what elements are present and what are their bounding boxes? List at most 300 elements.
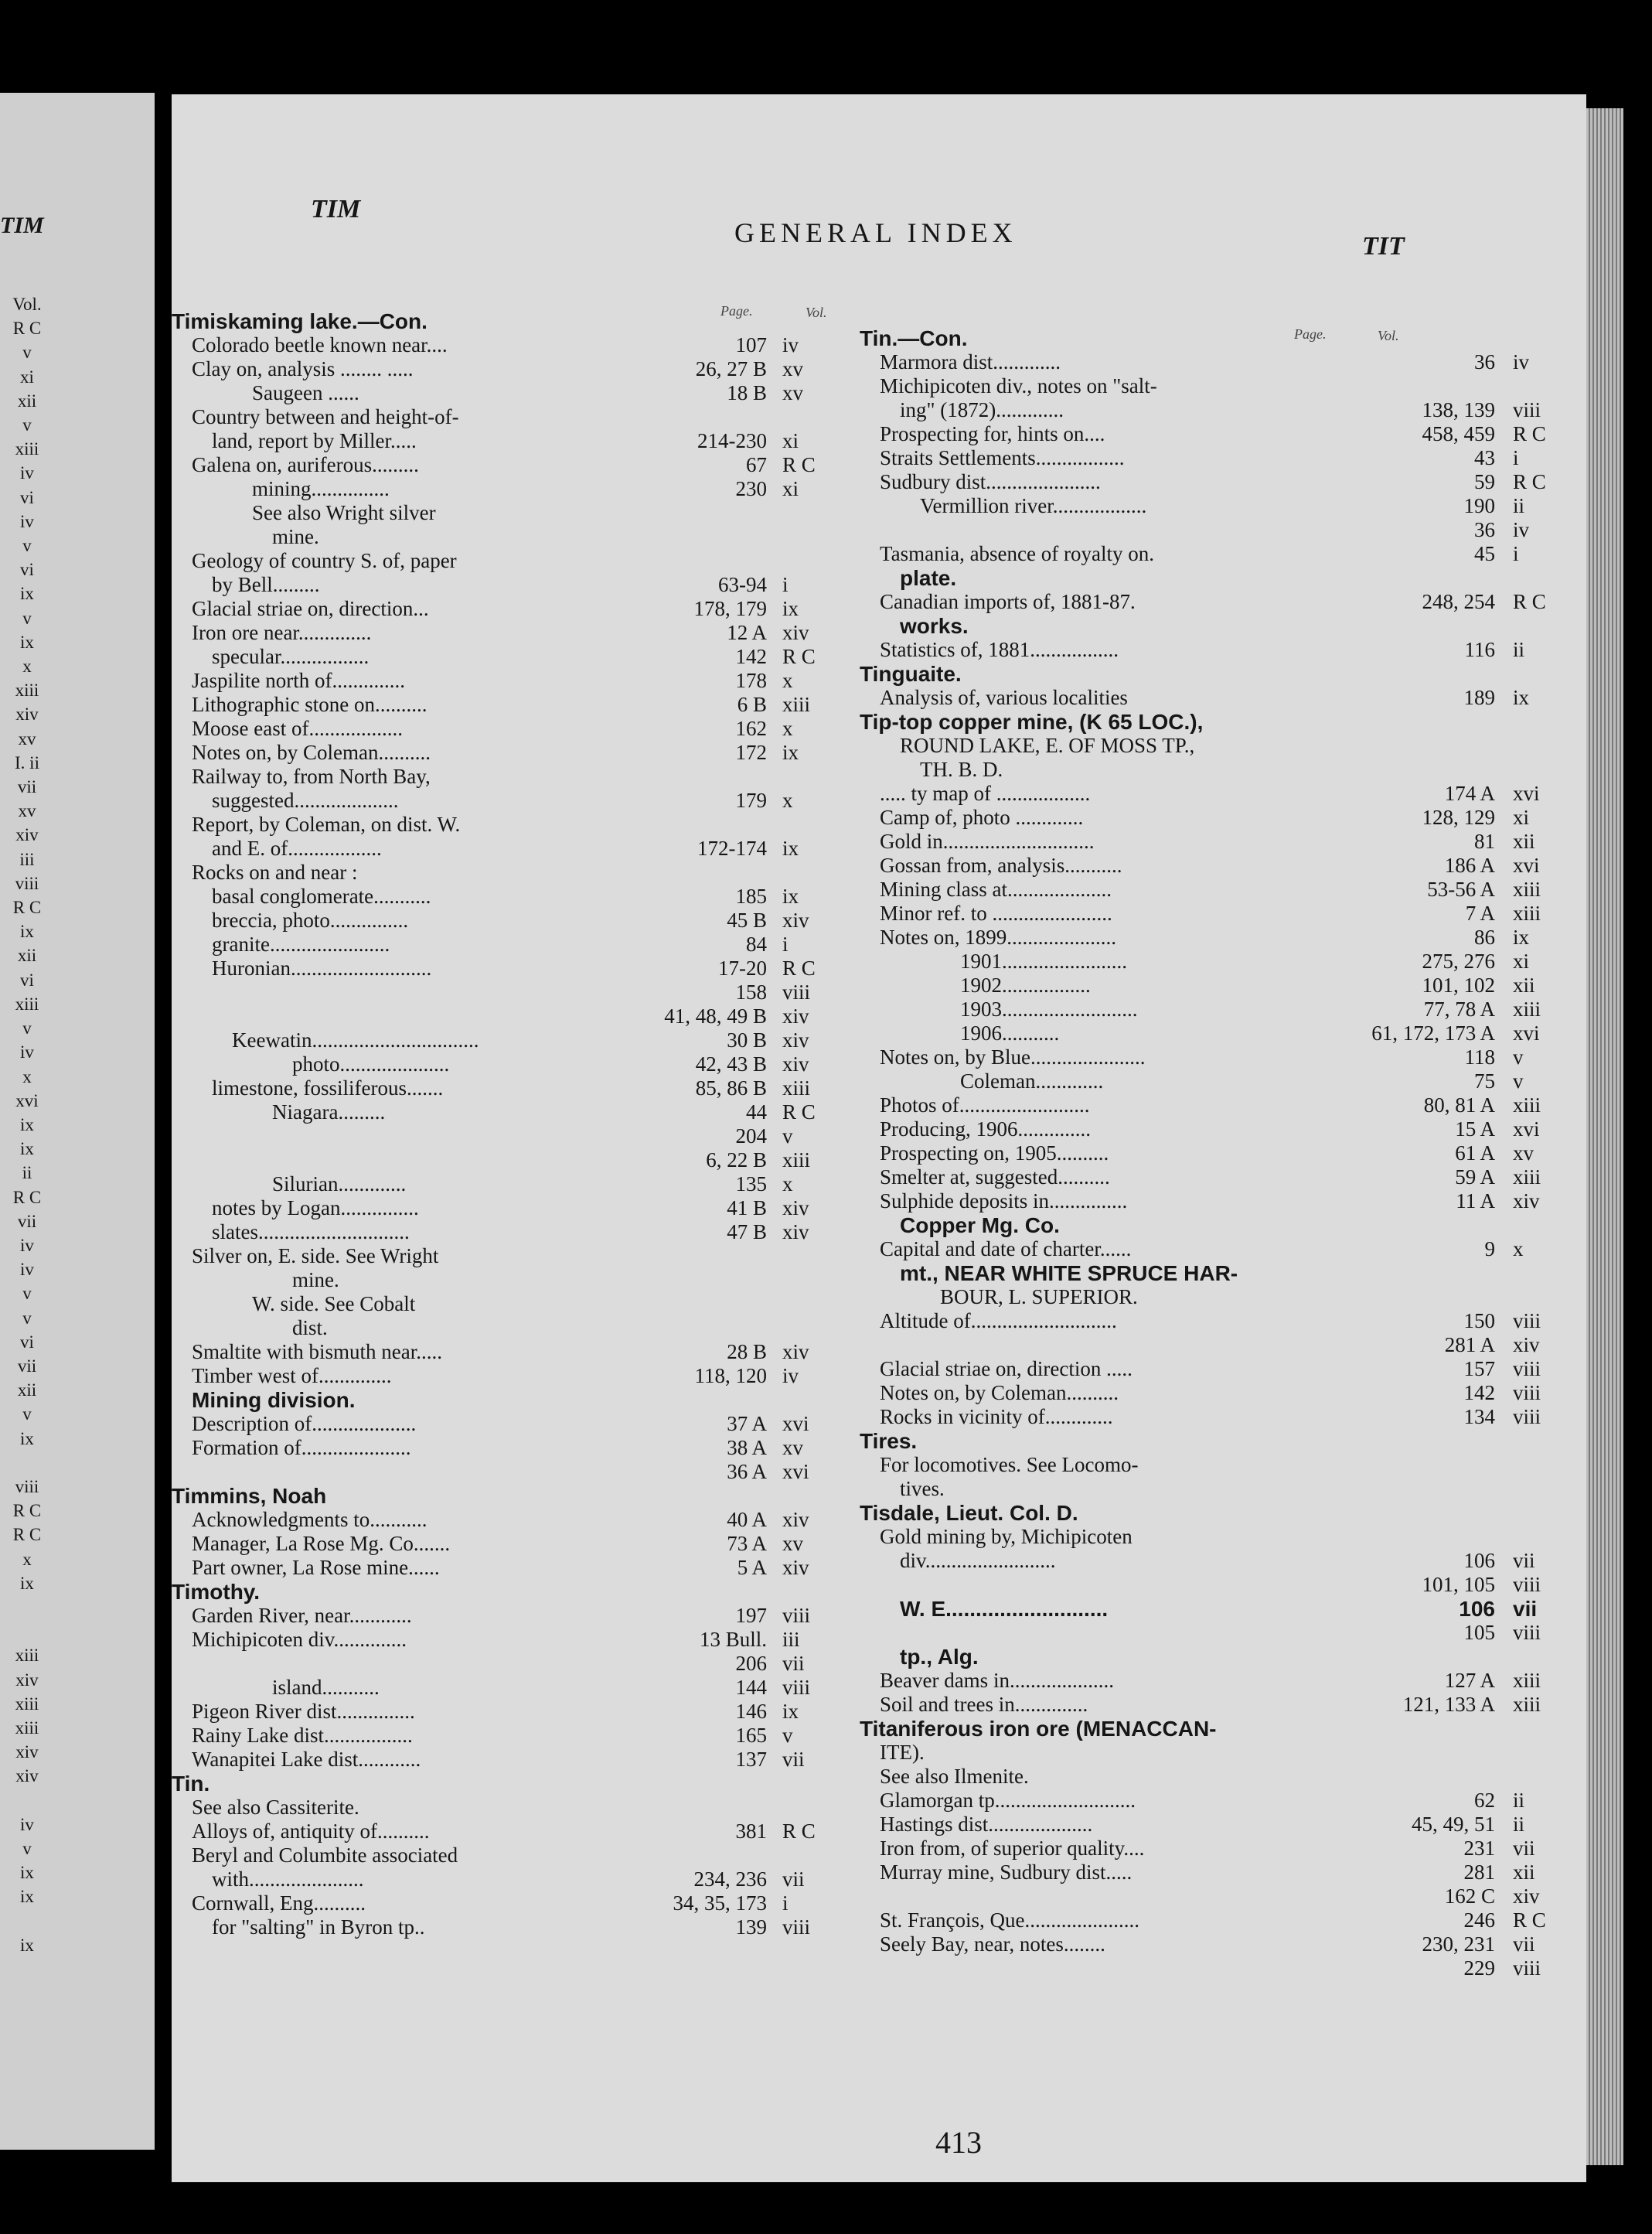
- entry-page: 127 A: [1444, 1669, 1495, 1692]
- entry-page: 41, 48, 49 B: [664, 1004, 767, 1028]
- facing-page-vol: xiii: [15, 1693, 39, 1714]
- entry-page: 275, 276: [1422, 950, 1495, 973]
- entry-text: Canadian imports of, 1881-87.: [880, 590, 1136, 613]
- entry-volume: R C: [782, 1100, 816, 1124]
- entry-page: 18 B: [727, 381, 767, 404]
- entry-text: Timber west of..............: [192, 1364, 392, 1387]
- facing-page-vol: x: [22, 657, 32, 677]
- entry-page: 107: [735, 333, 767, 356]
- index-entry: [141, 981, 821, 1004]
- entry-text: Galena on, auriferous.........: [192, 453, 419, 476]
- index-entry: [141, 357, 821, 381]
- entry-text: Smelter at, suggested..........: [880, 1165, 1110, 1189]
- index-entry: [860, 1549, 1571, 1573]
- entry-text: Mining division.: [192, 1388, 356, 1412]
- entry-text: Geology of country S. of, paper: [192, 549, 457, 572]
- entry-page: 106: [1463, 1549, 1495, 1572]
- entry-volume: iv: [782, 333, 799, 356]
- entry-text: Timiskaming lake.—Con.: [172, 309, 427, 333]
- entry-text: See also Ilmenite.: [880, 1765, 1029, 1788]
- entry-page: 118: [1464, 1045, 1495, 1069]
- index-entry: [141, 1843, 821, 1867]
- facing-page-vol: [0, 1619, 54, 1643]
- entry-text: Iron from, of superior quality....: [880, 1837, 1145, 1860]
- index-entry: [141, 1820, 821, 1843]
- index-entry: [141, 1052, 821, 1076]
- col1-page-header: Page.: [720, 303, 753, 319]
- entry-text: Cornwall, Eng..........: [192, 1891, 366, 1915]
- index-entry: [141, 1388, 821, 1412]
- facing-page-vol: v: [22, 1284, 32, 1304]
- entry-text: mt., NEAR WHITE SPRUCE HAR-: [900, 1261, 1238, 1285]
- index-entry: [141, 1915, 821, 1939]
- facing-page-vol: ix: [20, 1428, 34, 1448]
- entry-page: 381: [735, 1820, 767, 1843]
- entry-text: Mining class at....................: [880, 878, 1112, 901]
- entry-page: 174 A: [1444, 782, 1495, 805]
- entry-volume: xiv: [782, 909, 809, 932]
- entry-text: Tinguaite.: [860, 662, 962, 686]
- entry-text: 1906...........: [960, 1022, 1060, 1045]
- entry-text: Smaltite with bismuth near.....: [192, 1340, 442, 1363]
- index-entry: [860, 494, 1571, 518]
- entry-text: tp., Alg.: [900, 1645, 979, 1669]
- entry-volume: R C: [1513, 590, 1546, 613]
- entry-page: 61, 172, 173 A: [1371, 1022, 1495, 1045]
- entry-volume: xiv: [1513, 1189, 1540, 1212]
- entry-page: 234, 236: [693, 1867, 767, 1891]
- entry-volume: R C: [782, 957, 816, 980]
- entry-text: Tip-top copper mine, (K 65 LOC.),: [860, 710, 1204, 734]
- entry-page: 138, 139: [1422, 398, 1495, 421]
- index-entry: [141, 1172, 821, 1196]
- entry-volume: xiv: [782, 1556, 809, 1579]
- index-entry: [141, 1676, 821, 1700]
- entry-page: 162 C: [1444, 1884, 1495, 1908]
- entry-text: Garden River, near............: [192, 1604, 412, 1627]
- facing-page-vol: vi: [20, 560, 34, 580]
- entry-text: Wanapitei Lake dist............: [192, 1748, 421, 1771]
- entry-text: Formation of.....................: [192, 1436, 411, 1459]
- index-entry: [141, 957, 821, 981]
- facing-page-running-head: TIM: [0, 213, 44, 238]
- index-entry: [860, 1093, 1571, 1117]
- entry-text: works.: [900, 614, 969, 638]
- entry-text: Marmora dist.............: [880, 350, 1061, 373]
- index-entry: [141, 1628, 821, 1652]
- entry-text: Pigeon River dist...............: [192, 1700, 415, 1723]
- facing-page-vol: viii: [15, 873, 39, 893]
- index-entry: [860, 1261, 1571, 1285]
- entry-volume: vii: [782, 1652, 805, 1675]
- index-entry: [141, 789, 821, 813]
- entry-page: 36: [1474, 350, 1495, 373]
- entry-page: 281: [1463, 1861, 1495, 1884]
- entry-volume: xiv: [1513, 1884, 1540, 1908]
- entry-text: Country between and height-of-: [192, 405, 459, 428]
- entry-volume: R C: [782, 1820, 816, 1843]
- entry-text: Glacial striae on, direction .....: [880, 1357, 1133, 1380]
- index-entry: [141, 597, 821, 621]
- entry-volume: v: [1513, 1045, 1524, 1069]
- col2-page-header: Page.: [1294, 326, 1327, 342]
- index-entry: [141, 1460, 821, 1484]
- entry-page: 28 B: [727, 1340, 767, 1363]
- index-entry: [141, 765, 821, 789]
- index-entry: [860, 806, 1571, 830]
- index-entry: [860, 1861, 1571, 1884]
- facing-page-vol: R C: [12, 319, 42, 339]
- entry-volume: xiv: [782, 621, 809, 644]
- entry-text: Tasmania, absence of royalty on.: [880, 542, 1154, 565]
- running-head-left: TIM: [311, 195, 361, 223]
- index-entry: [141, 837, 821, 861]
- entry-text: Part owner, La Rose mine......: [192, 1556, 440, 1579]
- entry-text: Rainy Lake dist.................: [192, 1724, 413, 1747]
- entry-text: and E. of..................: [212, 837, 382, 860]
- facing-page-vol: v: [22, 1308, 32, 1328]
- entry-page: 134: [1463, 1405, 1495, 1428]
- entry-page: 80, 81 A: [1423, 1093, 1495, 1117]
- entry-text: Rocks on and near :: [192, 861, 358, 884]
- entry-text: Straits Settlements.................: [880, 446, 1125, 469]
- index-entry: [141, 453, 821, 477]
- entry-page: 59: [1474, 470, 1495, 493]
- entry-text: Murray mine, Sudbury dist.....: [880, 1861, 1133, 1884]
- facing-page-vol: R C: [12, 1187, 42, 1207]
- entry-text: Michipicoten div..............: [192, 1628, 407, 1651]
- entry-page: 179: [735, 789, 767, 812]
- index-entry: [860, 1429, 1571, 1453]
- entry-page: 197: [735, 1604, 767, 1627]
- facing-page-vol: iv: [20, 1042, 34, 1062]
- entry-text: Vermillion river..................: [920, 494, 1147, 517]
- entry-text: Railway to, from North Bay,: [192, 765, 431, 788]
- entry-text: Iron ore near..............: [192, 621, 372, 644]
- entry-volume: xiii: [782, 1076, 811, 1100]
- facing-page-vol: vi: [20, 970, 34, 990]
- index-entry: [141, 1268, 821, 1292]
- facing-page-vol: ix: [20, 1935, 34, 1955]
- facing-page-vol: xiii: [15, 994, 39, 1014]
- index-entry: [860, 926, 1571, 950]
- entry-text: Silurian.............: [272, 1172, 407, 1195]
- entry-page: 121, 133 A: [1402, 1693, 1495, 1716]
- entry-text: Saugeen ......: [252, 381, 359, 404]
- entry-volume: i: [782, 573, 789, 596]
- entry-text: suggested....................: [212, 789, 399, 812]
- facing-page-vol: xii: [17, 1380, 37, 1400]
- index-entry: [860, 1333, 1571, 1357]
- entry-text: slates.............................: [212, 1220, 410, 1243]
- entry-page: 229: [1463, 1956, 1495, 1980]
- entry-volume: xv: [782, 1532, 803, 1555]
- index-entry: [141, 813, 821, 837]
- index-entry: [860, 1813, 1571, 1837]
- entry-volume: viii: [782, 1915, 811, 1939]
- entry-page: 150: [1463, 1309, 1495, 1332]
- facing-page-vol: ix: [20, 1887, 34, 1907]
- entry-text: Hastings dist....................: [880, 1813, 1093, 1836]
- entry-page: 45 B: [727, 909, 767, 932]
- entry-page: 12 A: [727, 621, 767, 644]
- entry-page: 246: [1463, 1908, 1495, 1932]
- index-entry: [141, 1724, 821, 1748]
- index-entry: [860, 350, 1571, 374]
- facing-page-vol: xiii: [15, 1717, 39, 1738]
- entry-volume: xv: [782, 1436, 803, 1459]
- entry-text: Notes on, 1899.....................: [880, 926, 1116, 949]
- entry-text: Tin.—Con.: [860, 326, 968, 350]
- index-entry: [860, 1309, 1571, 1333]
- entry-page: 59 A: [1455, 1165, 1495, 1189]
- entry-volume: viii: [782, 1676, 811, 1699]
- index-entry: [860, 1117, 1571, 1141]
- facing-page-vol: viii: [15, 1476, 39, 1496]
- entry-volume: viii: [782, 1604, 811, 1627]
- entry-text: ITE).: [880, 1741, 925, 1764]
- index-page: [172, 94, 1586, 2182]
- entry-page: 162: [735, 717, 767, 740]
- entry-text: land, report by Miller.....: [212, 429, 417, 452]
- index-entry: [860, 1357, 1571, 1381]
- entry-volume: xiii: [1513, 1669, 1541, 1692]
- index-entry: [141, 381, 821, 405]
- index-entry: [141, 717, 821, 741]
- entry-text: dist.: [292, 1316, 328, 1339]
- entry-page: 44: [746, 1100, 767, 1124]
- index-entry: [860, 398, 1571, 422]
- facing-page-vol: v: [22, 415, 32, 435]
- entry-page: 158: [735, 981, 767, 1004]
- entry-volume: vii: [782, 1748, 805, 1771]
- entry-volume: R C: [1513, 1908, 1546, 1932]
- entry-volume: viii: [1513, 1309, 1541, 1332]
- entry-page: 77, 78 A: [1423, 998, 1495, 1021]
- facing-page-vol: v: [22, 1018, 32, 1039]
- index-entry: [860, 1717, 1571, 1741]
- facing-page-vol: iv: [20, 463, 34, 483]
- facing-page-vol: vi: [20, 1332, 34, 1352]
- entry-page: 45, 49, 51: [1412, 1813, 1495, 1836]
- entry-text: Tin.: [172, 1772, 210, 1796]
- index-entry: [141, 861, 821, 885]
- entry-page: 172: [735, 741, 767, 764]
- entry-text: Gossan from, analysis...........: [880, 854, 1122, 877]
- entry-volume: xiv: [782, 1220, 809, 1243]
- running-head-right: TIT: [1362, 232, 1405, 261]
- facing-page-vol: xiv: [15, 1766, 39, 1786]
- index-entry: [141, 1748, 821, 1772]
- entry-text: div.........................: [900, 1549, 1056, 1572]
- entry-page: 157: [1463, 1357, 1495, 1380]
- index-entry: [141, 885, 821, 909]
- entry-volume: xiii: [1513, 1165, 1541, 1189]
- entry-volume: vii: [1513, 1837, 1535, 1860]
- entry-volume: v: [1513, 1069, 1524, 1093]
- entry-text: 1901........................: [960, 950, 1127, 973]
- entry-volume: ii: [1513, 1789, 1525, 1812]
- index-entry: [860, 758, 1571, 782]
- entry-volume: xiv: [1513, 1333, 1540, 1356]
- entry-volume: x: [782, 789, 793, 812]
- entry-volume: xiii: [782, 693, 811, 716]
- entry-text: Notes on, by Blue......................: [880, 1045, 1146, 1069]
- entry-volume: xv: [782, 381, 803, 404]
- index-entry: [141, 573, 821, 597]
- entry-page: 43: [1474, 446, 1495, 469]
- entry-text: Alloys of, antiquity of..........: [192, 1820, 430, 1843]
- entry-volume: viii: [1513, 1956, 1541, 1980]
- facing-page-vol: [0, 1909, 54, 1933]
- entry-volume: i: [1513, 542, 1519, 565]
- index-entry: [141, 1196, 821, 1220]
- entry-page: 101, 102: [1422, 974, 1495, 997]
- entry-page: 13 Bull.: [699, 1628, 767, 1651]
- facing-page-vol: I. ii: [15, 752, 39, 773]
- index-entry: [141, 645, 821, 669]
- page-title: GENERAL INDEX: [734, 217, 1017, 248]
- entry-text: St. François, Que......................: [880, 1908, 1139, 1932]
- entry-volume: i: [782, 1891, 789, 1915]
- index-entry: [141, 1484, 821, 1508]
- index-entry: [141, 1076, 821, 1100]
- facing-page-vol: [0, 1789, 54, 1813]
- facing-page-vol: xiv: [15, 1670, 39, 1690]
- entry-volume: vii: [1513, 1932, 1535, 1956]
- entry-text: Tires.: [860, 1429, 918, 1453]
- facing-page-vol: xvi: [15, 1090, 39, 1110]
- index-entry: [141, 477, 821, 501]
- entry-page: 53-56 A: [1427, 878, 1495, 901]
- facing-page-vol: v: [22, 343, 32, 363]
- entry-volume: R C: [1513, 470, 1546, 493]
- index-entry: [860, 542, 1571, 566]
- entry-page: 190: [1463, 494, 1495, 517]
- facing-page-vol: R C: [12, 1501, 42, 1521]
- entry-page: 189: [1463, 686, 1495, 709]
- index-entry: [141, 405, 821, 429]
- entry-text: Huronian...........................: [212, 957, 432, 980]
- entry-text: Glamorgan tp...........................: [880, 1789, 1136, 1812]
- entry-text: basal conglomerate...........: [212, 885, 431, 908]
- index-entry: [860, 1069, 1571, 1093]
- facing-page-vol: v: [22, 1839, 32, 1858]
- entry-page: 165: [735, 1724, 767, 1747]
- entry-volume: v: [782, 1124, 793, 1148]
- index-entry: [141, 1148, 821, 1172]
- entry-volume: xvi: [1513, 782, 1540, 805]
- index-entry: [860, 1381, 1571, 1405]
- entry-text: BOUR, L. SUPERIOR.: [940, 1285, 1138, 1308]
- entry-volume: xiii: [1513, 878, 1541, 901]
- facing-page-vol: xii: [17, 946, 37, 966]
- facing-page-vol: xi: [20, 367, 34, 387]
- entry-volume: viii: [782, 981, 811, 1004]
- index-entry: [860, 1165, 1571, 1189]
- index-entry: [141, 1772, 821, 1796]
- entry-volume: xvi: [782, 1412, 809, 1435]
- entry-page: 86: [1474, 926, 1495, 949]
- index-entry: [141, 909, 821, 933]
- index-entry: [860, 638, 1571, 662]
- entry-page: 26, 27 B: [695, 357, 767, 380]
- entry-page: 128, 129: [1422, 806, 1495, 829]
- entry-volume: R C: [782, 453, 816, 476]
- entry-page: 5 A: [737, 1556, 767, 1579]
- entry-volume: xiv: [782, 1508, 809, 1531]
- entry-volume: xvi: [782, 1460, 809, 1483]
- entry-volume: R C: [1513, 422, 1546, 445]
- entry-text: Minor ref. to .......................: [880, 902, 1112, 925]
- entry-volume: vii: [1513, 1549, 1535, 1572]
- entry-volume: x: [782, 1172, 793, 1195]
- entry-text: specular.................: [212, 645, 370, 668]
- index-entry: [860, 1213, 1571, 1237]
- entry-text: Gold mining by, Michipicoten: [880, 1525, 1133, 1548]
- entry-text: Seely Bay, near, notes........: [880, 1932, 1105, 1956]
- entry-text: Soil and trees in..............: [880, 1693, 1088, 1716]
- facing-page-vol: xiv: [15, 825, 39, 845]
- entry-volume: ii: [1513, 638, 1525, 661]
- entry-text: Beaver dams in....................: [880, 1669, 1114, 1692]
- index-entry: [141, 1340, 821, 1364]
- index-entry: [141, 1508, 821, 1532]
- entry-text: Beryl and Columbite associated: [192, 1843, 458, 1867]
- entry-volume: ii: [1513, 494, 1525, 517]
- entry-text: TH. B. D.: [920, 758, 1003, 781]
- entry-text: Michipicoten div., notes on "salt-: [880, 374, 1157, 397]
- entry-text: Camp of, photo .............: [880, 806, 1084, 829]
- index-entry: [141, 1100, 821, 1124]
- entry-volume: xi: [782, 429, 799, 452]
- entry-text: plate.: [900, 566, 957, 590]
- entry-text: Description of....................: [192, 1412, 417, 1435]
- entry-page: 137: [735, 1748, 767, 1771]
- facing-page-vol: iv: [20, 1235, 34, 1255]
- index-entry: [860, 470, 1571, 494]
- facing-page-vol: [0, 1595, 54, 1619]
- facing-page-vol: xv: [18, 728, 36, 749]
- entry-page: 15 A: [1455, 1117, 1495, 1141]
- index-entry: [860, 374, 1571, 398]
- entry-page: 142: [1463, 1381, 1495, 1404]
- index-entry: [860, 1932, 1571, 1956]
- index-entry: [860, 734, 1571, 758]
- index-entry: [141, 621, 821, 645]
- facing-page-vol: R C: [12, 898, 42, 918]
- entry-volume: viii: [1513, 1573, 1541, 1596]
- entry-page: 458, 459: [1422, 422, 1495, 445]
- index-entry: [860, 1573, 1571, 1597]
- entry-volume: x: [1513, 1237, 1524, 1260]
- entry-volume: xiii: [782, 1148, 811, 1172]
- index-entry: [141, 309, 821, 333]
- index-entry: [860, 782, 1571, 806]
- entry-page: 204: [735, 1124, 767, 1148]
- entry-page: 186 A: [1444, 854, 1495, 877]
- facing-page-vol: xv: [18, 801, 36, 821]
- entry-volume: ix: [1513, 926, 1530, 949]
- facing-page-vol: vii: [17, 777, 37, 797]
- index-entry: [141, 549, 821, 573]
- entry-page: 45: [1474, 542, 1495, 565]
- entry-volume: xvi: [1513, 1117, 1540, 1141]
- entry-text: 1902.................: [960, 974, 1091, 997]
- entry-text: Producing, 1906..............: [880, 1117, 1091, 1141]
- index-entry: [141, 1700, 821, 1724]
- entry-page: 230: [735, 477, 767, 500]
